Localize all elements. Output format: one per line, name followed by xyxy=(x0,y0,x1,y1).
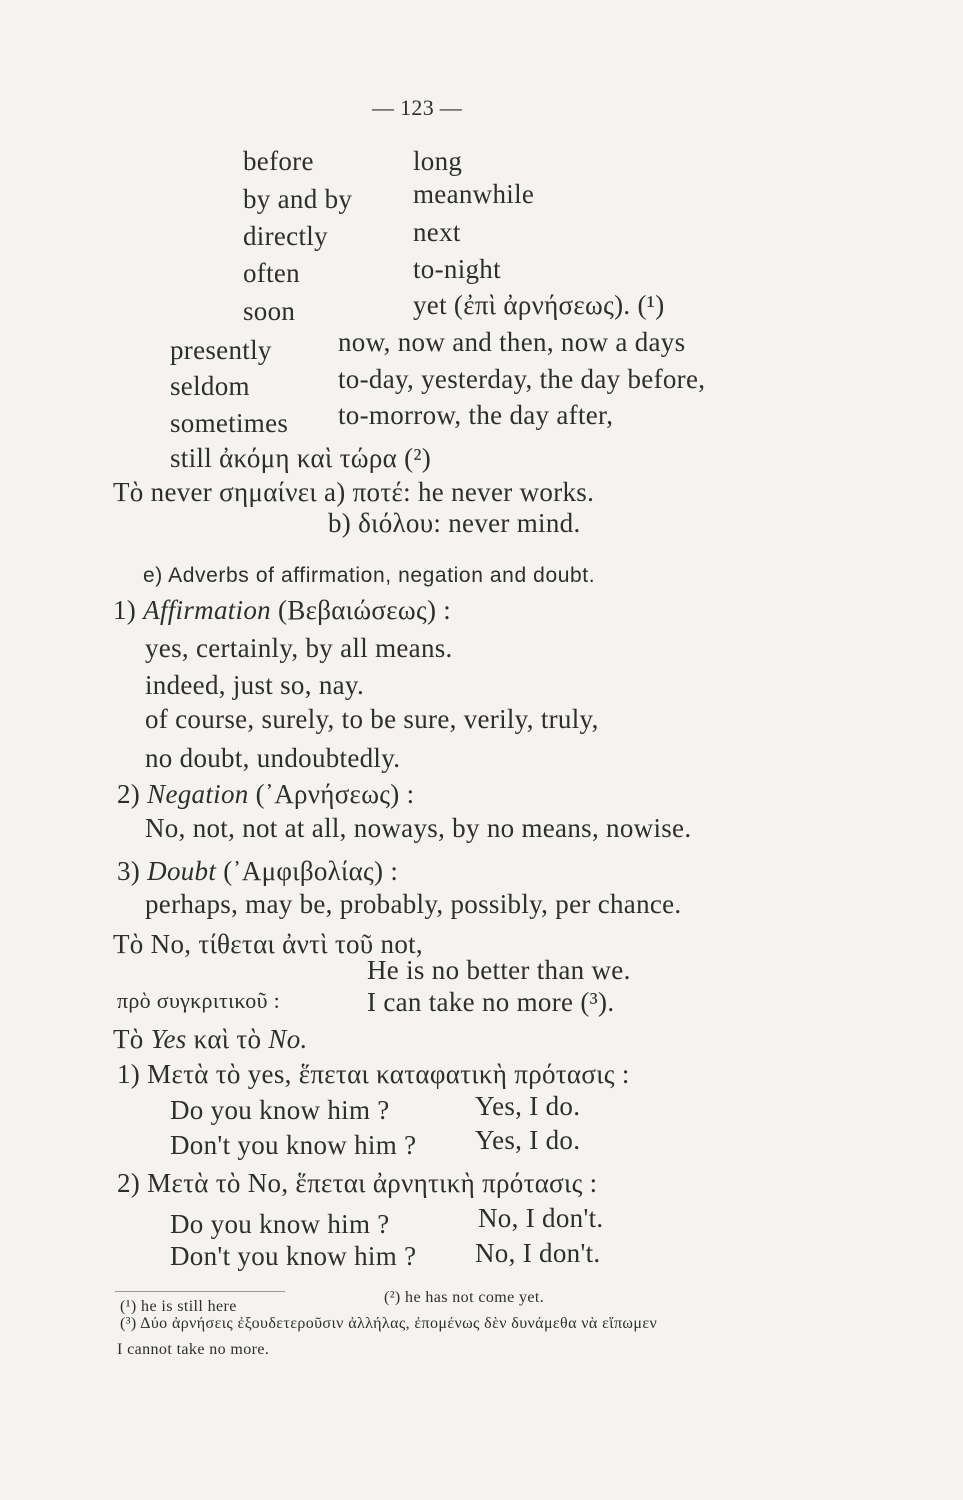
affirmation-title: Affirmation xyxy=(143,595,271,625)
yes-question-2: Don't you know him ? xyxy=(170,1130,417,1160)
footnote-2: (²) he has not come yet. xyxy=(384,1289,545,1306)
yes-no-heading-yes: Yes xyxy=(150,1024,187,1054)
no-note-line-1: Τὸ No, τίθεται ἀντὶ τοῦ not, xyxy=(113,929,423,959)
doubt-line: perhaps, may be, probably, possibly, per chance. xyxy=(145,889,682,919)
doubt-greek: (᾿Αμφιβολίας) : xyxy=(223,856,399,886)
yes-no-heading-pre: Τὸ xyxy=(113,1024,144,1054)
adverb-by-and-by: by and by xyxy=(243,184,353,214)
affirmation-line-2: indeed, just so, nay. xyxy=(145,670,365,700)
no-rule: 2) Μετὰ τὸ No, ἕπεται ἀρνητικὴ πρότασις : xyxy=(117,1168,598,1198)
adverb-still: still ἀκόμη καὶ τώρα (²) xyxy=(170,443,432,473)
affirmation-line-4: no doubt, undoubtedly. xyxy=(145,743,401,773)
sometimes-gloss: to-morrow, the day after, xyxy=(338,400,614,430)
adverb-before: before xyxy=(243,146,314,176)
doubt-label xyxy=(117,855,398,887)
yes-rule: 1) Μετὰ τὸ yes, ἕπεται καταφατικὴ πρότασις : xyxy=(117,1059,630,1089)
adverb-long: long xyxy=(413,146,463,176)
yes-question-1: Do you know him ? xyxy=(170,1095,390,1125)
yes-answer-1: Yes, I do. xyxy=(475,1091,581,1121)
adverb-seldom: seldom xyxy=(170,371,250,401)
adverb-to-night: to-night xyxy=(413,254,501,284)
affirmation-line-3: of course, surely, to be sure, verily, truly, xyxy=(145,704,599,734)
affirmation-greek: (Βεβαιώσεως) : xyxy=(278,595,452,625)
adverb-often: often xyxy=(243,258,300,288)
adverb-next: next xyxy=(413,217,461,247)
footnote-3: (³) Δύο ἀρνήσεις ἐξουδετεροῦσιν ἀλλήλας, ἐπομένως δὲν δυνάμεθα νὰ εἴπωμεν xyxy=(120,1315,658,1332)
no-question-1: Do you know him ? xyxy=(170,1209,390,1239)
adverb-sometimes: sometimes xyxy=(170,408,289,438)
doubt-title: Doubt xyxy=(147,856,217,886)
adverb-yet: yet (ἐπὶ ἀρνήσεως). (¹) xyxy=(413,290,665,320)
no-answer-2: No, I don't. xyxy=(475,1238,601,1268)
negation-line: No, not, not at all, noways, by no means, nowise. xyxy=(145,813,692,843)
section-heading: e) Adverbs of affirmation, negation and doubt. xyxy=(143,564,596,587)
presently-gloss: now, now and then, now a days xyxy=(338,327,686,357)
no-note-line-2: πρὸ συγκριτικοῦ : xyxy=(117,988,281,1013)
footnote-1: (¹) he is still here xyxy=(120,1298,237,1315)
negation-label xyxy=(117,778,414,810)
negation-greek: (᾿Αρνήσεως) : xyxy=(255,779,415,809)
yes-no-heading xyxy=(113,1023,308,1055)
never-note-b: b) διόλου: never mind. xyxy=(328,508,581,538)
no-note-example-2: I can take no more (³). xyxy=(367,987,615,1017)
no-question-2: Don't you know him ? xyxy=(170,1241,417,1271)
affirmation-label xyxy=(113,594,451,626)
no-answer-1: No, I don't. xyxy=(478,1203,604,1233)
adverb-meanwhile: meanwhile xyxy=(413,179,535,209)
footnote-rule xyxy=(115,1291,285,1292)
adverb-presently: presently xyxy=(170,335,272,365)
adverb-soon: soon xyxy=(243,296,296,326)
yes-answer-2: Yes, I do. xyxy=(475,1125,581,1155)
never-note-a: Τὸ never σημαίνει a) ποτέ: he never works. xyxy=(113,477,595,507)
negation-num: 2) xyxy=(117,779,141,809)
seldom-gloss: to-day, yesterday, the day before, xyxy=(338,364,706,394)
negation-title: Negation xyxy=(147,779,249,809)
affirmation-line-1: yes, certainly, by all means. xyxy=(145,633,453,663)
page-number: — 123 — xyxy=(372,95,463,120)
doubt-num: 3) xyxy=(117,856,141,886)
yes-no-heading-mid: καὶ τὸ xyxy=(193,1024,262,1054)
affirmation-num: 1) xyxy=(113,595,137,625)
no-note-example-1: He is no better than we. xyxy=(367,955,631,985)
footnote-3-cont: I cannot take no more. xyxy=(117,1341,270,1358)
adverb-directly: directly xyxy=(243,221,328,251)
yes-no-heading-no: No. xyxy=(268,1024,308,1054)
